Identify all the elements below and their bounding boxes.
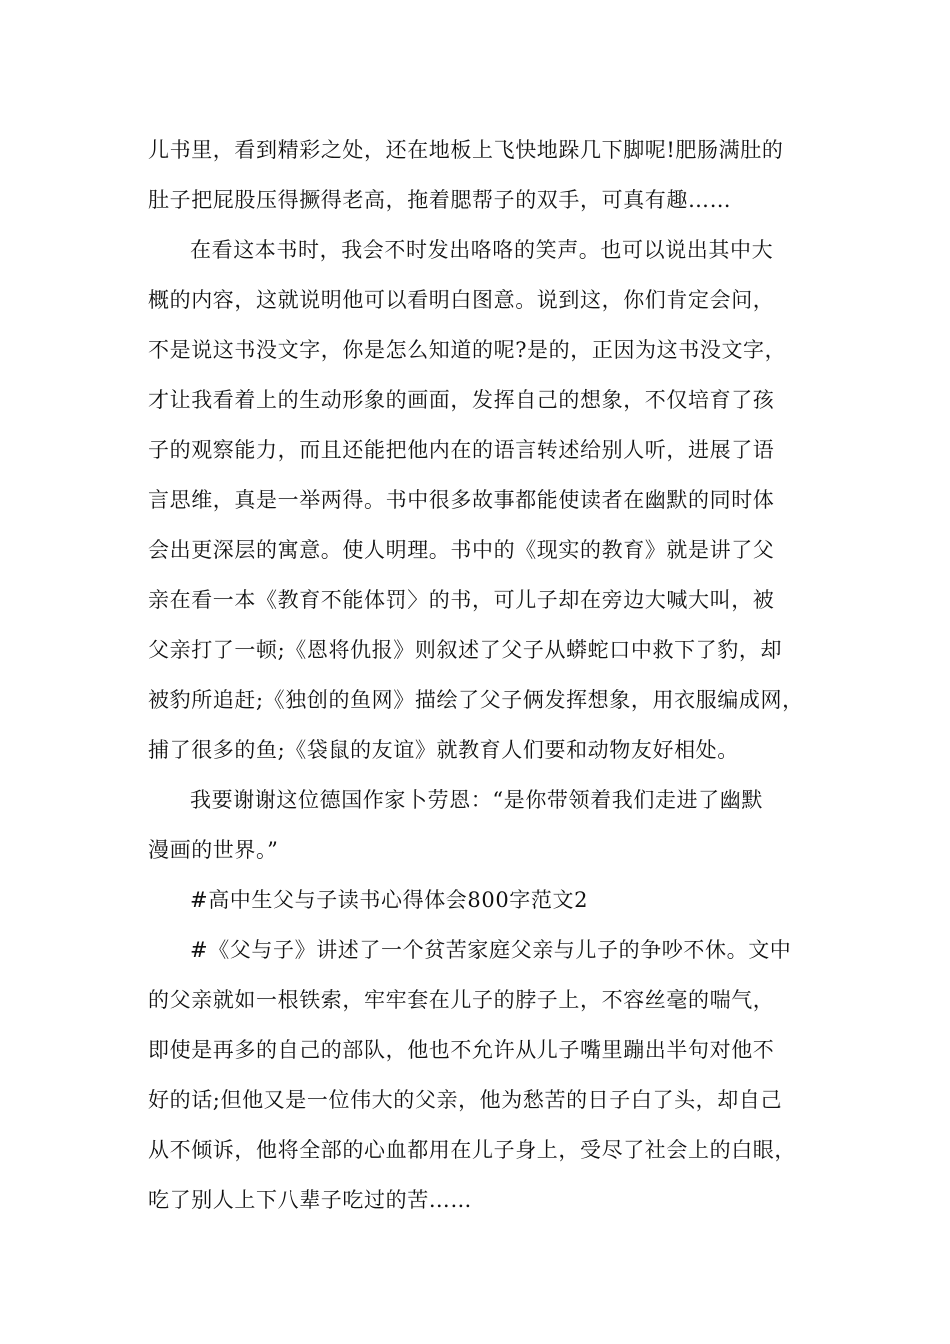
section-heading: #高中生父与子读书心得体会800字范文2 bbox=[190, 888, 589, 912]
text-line: 概的内容，这就说明他可以看明白图意。说到这，你们肯定会问， bbox=[148, 288, 775, 312]
text-line: 子的观察能力，而且还能把他内在的语言转述给别人听，进展了语 bbox=[148, 438, 775, 462]
text-line: 被豹所追赶;《独创的鱼网》描绘了父子俩发挥想象，用衣服编成网， bbox=[148, 688, 804, 712]
text-line: 会出更深层的寓意。使人明理。书中的《现实的教育》就是讲了父 bbox=[148, 538, 775, 562]
text-line: #《父与子》讲述了一个贫苦家庭父亲与儿子的争吵不休。文中 bbox=[190, 938, 792, 962]
text-line: 漫画的世界。” bbox=[148, 838, 279, 862]
text-line: 父亲打了一顿;《恩将仇报》则叙述了父子从蟒蛇口中救下了豹，却 bbox=[148, 638, 783, 662]
text-line: 不是说这书没文字，你是怎么知道的呢?是的，正因为这书没文字， bbox=[148, 338, 787, 362]
text-line: 吃了别人上下八辈子吃过的苦…… bbox=[148, 1188, 472, 1212]
text-line: 好的话;但他又是一位伟大的父亲，他为愁苦的日子白了头，却自己 bbox=[148, 1088, 783, 1112]
text-line: 才让我看着上的生动形象的画面，发挥自己的想象，不仅培育了孩 bbox=[148, 388, 775, 412]
text-line: 捕了很多的鱼;《袋鼠的友谊》就教育人们要和动物友好相处。 bbox=[148, 738, 739, 762]
text-line: 儿书里，看到精彩之处，还在地板上飞快地跺几下脚呢!肥肠满肚的 bbox=[148, 138, 784, 162]
text-line: 即使是再多的自己的部队，他也不允许从儿子嘴里蹦出半句对他不 bbox=[148, 1038, 775, 1062]
text-line: 肚子把屁股压得撅得老高，拖着腮帮子的双手，可真有趣…… bbox=[148, 188, 732, 212]
text-line: 亲在看一本《教育不能体罚〉的书，可儿子却在旁边大喊大叫，被 bbox=[148, 588, 775, 612]
text-line: 在看这本书时，我会不时发出咯咯的笑声。也可以说出其中大 bbox=[190, 238, 774, 262]
text-line: 言思维，真是一举两得。书中很多故事都能使读者在幽默的同时体 bbox=[148, 488, 775, 512]
text-line: 的父亲就如一根铁索，牢牢套在儿子的脖子上，不容丝毫的喘气， bbox=[148, 988, 775, 1012]
text-line: 从不倾诉，他将全部的心血都用在儿子身上，受尽了社会上的白眼， bbox=[148, 1138, 796, 1162]
text-line: 我要谢谢这位德国作家卜劳恩：“是你带领着我们走进了幽默 bbox=[190, 788, 763, 812]
